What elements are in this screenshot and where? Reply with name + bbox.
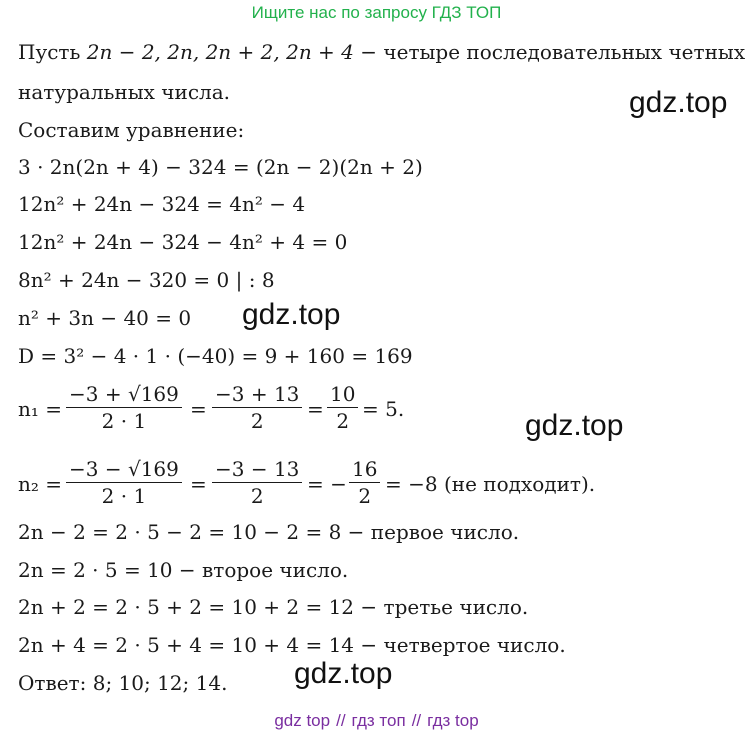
n1-frac1-den: 2 · 1: [101, 409, 147, 433]
footer-link-gdz-top-ru[interactable]: гдз топ: [351, 711, 406, 730]
n1-label: n₁ =: [18, 397, 63, 421]
equals-sign: =: [307, 397, 324, 421]
equation-3: 12n² + 24n − 324 − 4n² + 4 = 0: [18, 230, 348, 254]
footer-link-gdz-top-mixed[interactable]: гдз top: [427, 711, 479, 730]
n1-frac1-num: −3 + √169: [69, 382, 179, 406]
intro-text: Пусть: [18, 40, 87, 64]
n1-result: = 5.: [362, 397, 405, 421]
footer-separator: //: [411, 711, 422, 730]
n2-frac1-den: 2 · 1: [101, 484, 147, 508]
n2-fraction-1: [66, 456, 182, 509]
n1-fraction-1: [66, 381, 182, 434]
watermark: gdz.top: [525, 409, 624, 442]
second-number-line: 2n = 2 · 5 = 10 − второе число.: [18, 558, 349, 582]
search-hint-link[interactable]: Ищите нас по запросу ГДЗ ТОП: [251, 3, 502, 22]
watermark: gdz.top: [242, 298, 341, 331]
n1-frac2-num: −3 + 13: [215, 382, 300, 406]
equation-2: 12n² + 24n − 324 = 4n² − 4: [18, 192, 306, 216]
footer-link-gdz-top[interactable]: gdz top: [274, 711, 331, 730]
n2-fraction-2: [212, 456, 302, 509]
n1-frac3-den: 2: [336, 409, 350, 433]
intro-text-2: − четыре последовательных четных: [353, 40, 746, 64]
n1-frac2-den: 2: [250, 409, 264, 433]
compose-line: Составим уравнение:: [18, 118, 245, 142]
n2-frac1-num: −3 − √169: [69, 457, 179, 481]
equals-sign: =: [190, 397, 207, 421]
n1-fraction-3: [327, 381, 358, 434]
equation-4: 8n² + 24n − 320 = 0 | : 8: [18, 268, 275, 292]
intro-line-2: натуральных числа.: [18, 80, 231, 104]
discriminant-line: D = 3² − 4 · 1 · (−40) = 9 + 160 = 169: [18, 344, 413, 368]
footer-links: [0, 711, 753, 731]
intro-math: 2n − 2, 2n, 2n + 2, 2n + 4: [86, 40, 354, 64]
fourth-number-line: 2n + 4 = 2 · 5 + 4 = 10 + 4 = 14 − четвертое число.: [18, 633, 566, 657]
n1-fraction-2: [212, 381, 302, 434]
intro-line-1: [18, 40, 745, 64]
first-number-line: 2n − 2 = 2 · 5 − 2 = 10 − 2 = 8 − первое число.: [18, 520, 520, 544]
n2-frac2-num: −3 − 13: [215, 457, 300, 481]
third-number-line: 2n + 2 = 2 · 5 + 2 = 10 + 2 = 12 − третье число.: [18, 595, 529, 619]
equation-5: n² + 3n − 40 = 0: [18, 306, 192, 330]
equation-1: 3 · 2n(2n + 4) − 324 = (2n − 2)(2n + 2): [18, 155, 423, 179]
answer-line: Ответ: 8; 10; 12; 14.: [18, 671, 228, 695]
footer-separator: //: [336, 711, 346, 730]
n2-frac2-den: 2: [250, 484, 264, 508]
n2-frac3-den: 2: [358, 484, 372, 508]
n2-label: n₂ =: [18, 472, 63, 496]
equals-sign: =: [190, 472, 207, 496]
equals-minus-sign: = −: [307, 472, 347, 496]
watermark: gdz.top: [294, 657, 393, 690]
n1-frac3-num: 10: [330, 382, 356, 406]
n2-result: = −8 (не подходит).: [385, 472, 596, 496]
n2-fraction-3: [349, 456, 380, 509]
watermark: gdz.top: [629, 86, 728, 119]
n2-frac3-num: 16: [352, 457, 378, 481]
